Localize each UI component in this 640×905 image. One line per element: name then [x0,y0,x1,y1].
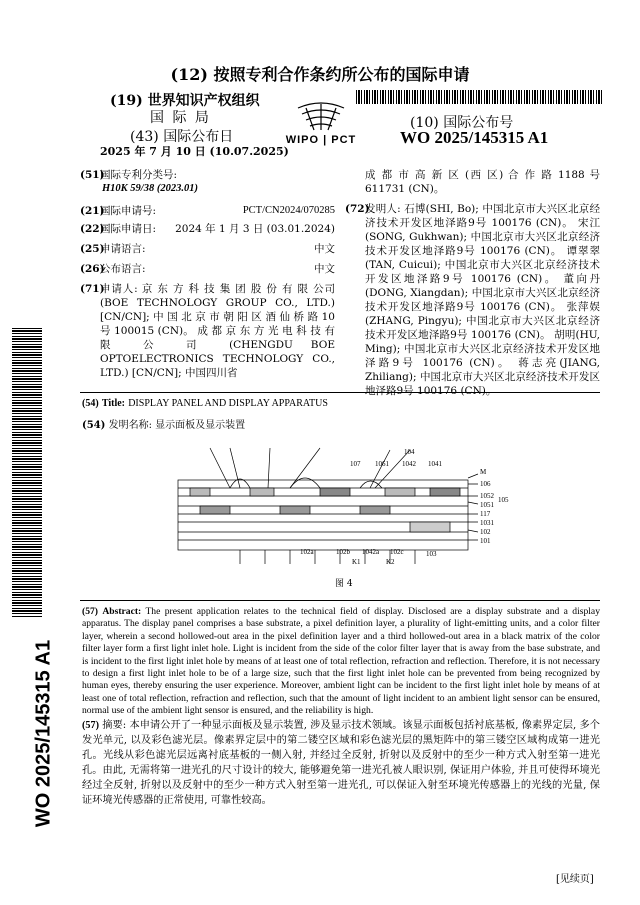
field-72-inventors: 发明人: 石博(SHI, Bo); 中国北京市大兴区北京经济技术开发区地泽路9号 100176 (CN)。 宋江 (SONG, Gukhwan); 中国北京市大兴区北京经济技术开发区地泽路9号 100176 (CN)。 谭翠翠(TAN, Cuicui); 中国北京市大兴区北京经济技术开发区地泽路9号 100176 (CN)。 董向丹(DONG, Xiangdan); 中国北京市大兴区北京经济技术开发区地泽路9号 100176 (CN)。 张萍娱(ZHANG, Pingyu); 中国北京市大兴区北京经济技术开发区地泽路9号 100176 (CN)。 胡明(HU, Ming); 中国北京市大兴区北京经济技术开发区地泽路9号 100176 (CN)。 蒋志亮(JIANG, Zhiliang); 中国北京市大兴区北京经济技术开发区地泽路9号 100176 (CN)。 [365,203,600,397]
figure-4 [170,440,510,590]
abstract-english [82,606,600,718]
field-71-code: (71) [80,283,105,295]
figure-caption: 图 4 [335,579,353,589]
continued-on-next-page: [见续页] [556,874,594,885]
abstract-chinese-code: (57) [82,720,99,731]
field-51-label: 国际专利分类号: [100,169,178,181]
publication-date-label: (43) 国际公布日 [130,129,234,145]
header-barcode [356,90,602,104]
title-chinese-code: (54) [82,420,106,431]
title-english [82,398,328,409]
field-22-value: 2024 年 1 月 3 日 (03.01.2024) [175,223,335,235]
label-102b: 102b [336,548,350,556]
label-M: M [480,468,487,476]
abstract-chinese-text: 摘要: 本申请公开了一种显示面板及显示装置, 涉及显示技术领域。该显示面板包括衬底基板, 像素界定层, 多个发光单元, 以及彩色滤光层。像素界定层中的第二镂空区域和彩色滤光层的黑矩阵中的第三镂空区域构成第一进光孔。光线从彩色滤光层远离衬底基板的一侧入射, 并经过全反射, 折射以及反射中的至少一种方式入射至第一进光孔。由此, 无需将第一进光孔的尺寸设计的较大, 能够避免第一进光孔被人眼识别, 保证用户体验, 并且可使得环境光经过全反射, 折射以及反射中的至少一种方式入射至第一进光孔, 可以保证入射至环境光传感器上的光线的光量, 保证环境光传感器的正常使用, 可靠性较高。 [82,720,600,806]
field-22-code: (22) [80,223,105,235]
abstract-english-label: Abstract: [102,606,142,617]
title-english-code: (54) [82,398,99,409]
side-barcode [12,328,42,618]
abstract-english-text: The present application relates to the technical field of display. Disclosed are a display substrate and a display apparatus. The display panel comprises a base substrate, a pixel definition layer, a plurality of light-emitting units, and a color filter layer, wherein a second hollowed-out area in the pixel definition layer and a third hollowed-out area in a black matrix of the color filter layer form a first light inlet hole. Light is incident from the side of the color filter layer that is away from the base substrate, and is incident to the first light inlet hole by means of at least one of total reflection, refraction and reflection. Therefore, it is not necessary to design a first light inlet hole to be of a large size, such that the first light inlet hole can be prevented from being recognized by human eyes, thereby ensuring the user experience. Moreover, ambient light can be incident to the first light inlet hole by means of at least one of total reflection, refraction and reflection, such that the amount of light incident to an ambient light sensor can be ensured, normal use of the ambient light sensor is ensured, and the reliability is high. [82,606,600,717]
field-21-label: 国际申请号: [100,205,157,217]
label-1042: 1042 [402,460,416,468]
label-K1: K1 [352,558,361,566]
label-103: 103 [426,550,437,558]
field-26-value: 中文 [314,263,335,275]
label-1061: 1061 [375,460,389,468]
wipo-logo-text: WIPO | PCT [285,134,357,146]
field-51-code: (51) [80,169,105,181]
label-102a: 102a [300,548,314,556]
applicant-address-continued: 成 都 市 高 新 区 (西 区) 合 作 路 1188 号 611731 (CN)。 [365,169,600,195]
label-107: 107 [350,460,361,468]
label-104: 104 [404,448,415,456]
label-1031: 1031 [480,519,494,527]
title-chinese-label: 发明名称: [108,420,152,431]
field-22-label: 国际申请日: [100,223,157,235]
abstract-english-code: (57) [82,606,98,617]
wipo-logo-icon [276,100,366,156]
title-chinese [82,416,245,431]
field-26-label: 公布语言: [100,263,146,275]
field-26-code: (26) [80,263,105,275]
field-25-value: 中文 [314,243,335,255]
figure-divider [80,600,600,601]
field-51 [80,168,335,182]
field-72 [345,202,600,398]
side-publication-number: WO 2025/145315 A1 [32,639,55,828]
label-101: 101 [480,537,491,545]
label-102: 102 [480,528,491,536]
field-25-code: (25) [80,243,105,255]
label-105: 105 [498,496,509,504]
label-117: 117 [480,510,491,518]
field-26 [80,262,335,276]
label-K2: K2 [386,558,395,566]
field-21-value: PCT/CN2024/070285 [242,205,335,216]
field-21-code: (21) [80,205,105,217]
label-1052: 1052 [480,492,494,500]
section-divider [80,392,600,393]
organization-bureau: 国 际 局 [150,110,211,126]
field-21 [80,204,335,218]
label-1041: 1041 [428,460,442,468]
field-51-value: H10K 59/38 (2023.01) [102,183,198,194]
abstract-chinese [82,718,600,808]
title-english-label: Title: [101,398,126,409]
field-71 [80,282,335,380]
publication-number-label: (10) 国际公布号 [410,115,514,131]
field-22 [80,222,335,236]
field-25-label: 申请语言: [100,243,146,255]
publication-number-value: WO 2025/145315 A1 [400,128,549,147]
publication-date-value: 2025 年 7 月 10 日 (10.07.2025) [100,145,289,158]
title-english-text: DISPLAY PANEL AND DISPLAY APPARATUS [128,398,328,409]
label-102c: 102c [390,548,404,556]
field-72-code: (72) [345,203,370,215]
document-type-heading: (12) 按照专利合作条约所公布的国际申请 [170,65,470,84]
organization-name: (19) 世界知识产权组织 [110,93,260,109]
field-25 [80,242,335,256]
wipo-logo [276,100,366,156]
label-106: 106 [480,480,491,488]
title-chinese-text: 显示面板及显示装置 [155,420,246,431]
biblio-left-column [80,168,335,380]
biblio-right-column [345,168,600,398]
label-1042a: 1042a [362,548,380,556]
label-1051: 1051 [480,501,494,509]
field-71-applicants: 申请人: 京 东 方 科 技 集 团 股 份 有 限 公司(BOE TECHNOLOGY GROUP CO., LTD.) [CN/CN]; 中 国 北 京 市 朝 阳 区 酒 仙 桥 路 10 号 100015 (CN)。 成 都 京 东 方 光 电 科 技 有 限 公 司 (CHENGDU BOE OPTOELECTRONICS TECHNOLOGY CO., LTD.) [CN/CN]; 中国四川省 [100,283,335,379]
